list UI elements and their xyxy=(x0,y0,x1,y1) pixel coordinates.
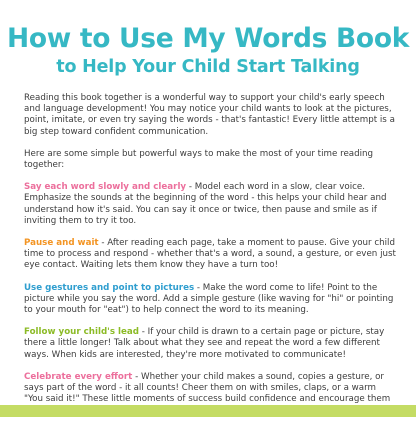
lead-in-paragraph: Here are some simple but powerful ways to make the most of your time reading together: xyxy=(24,148,374,171)
tip-paragraph xyxy=(24,238,396,272)
tip-text: - Model each word in a slow, clear voice. Emphasize the sounds at the beginning of the word - this helps your child hear and understand how it's said. You can say it once or twice, then pause and smile as if inviting them to try it too. xyxy=(24,182,387,226)
tip-text: - If your child is drawn to a certain page or picture, stay there a little longer! Talk about what they see and repeat the word a few different ways. When kids are interested, they're more motivated to communicate! xyxy=(24,327,385,360)
tip-text: - Whether your child makes a sound, copies a gesture, or says part of the word - it all counts! Cheer them on with smiles, claps, or a warm "You said it!" These little moments of success build confidence and encourage them xyxy=(24,371,391,405)
tip-text: - Make the word come to life! Point to the picture while you say the word. Add a simple gesture (like waving for "hi" or pointing to your mouth for "eat") to help connect the word to its meaning. xyxy=(24,282,394,316)
tip-paragraph xyxy=(24,182,396,227)
tip-heading: Celebrate every effort xyxy=(24,371,133,382)
tip-heading: Say each word slowly and clearly xyxy=(24,182,187,193)
page-subtitle: to Help Your Child Start Talking xyxy=(56,57,360,77)
tip-text: - After reading each page, take a moment to pause. Give your child time to process and respond - whether that's a word, a sound, a gesture, or even just eye contact. Waiting lets them know they have a turn too! xyxy=(24,238,396,271)
tip-heading: Use gestures and point to pictures xyxy=(24,282,195,293)
footer-bar xyxy=(0,405,416,417)
tip-paragraph xyxy=(24,283,396,317)
page-title: How to Use My Words Book xyxy=(6,23,410,54)
tip-heading: Follow your child's lead xyxy=(24,327,139,338)
tip-paragraph xyxy=(24,327,396,361)
intro-paragraph: Reading this book together is a wonderful way to support your child's early speech and language development! You may notice your child wants to look at the pictures, point, imitate, or even try saying the words - that's fantastic! Every little attempt is a big step toward confident communication. xyxy=(24,93,395,137)
tip-heading: Pause and wait xyxy=(24,238,99,249)
body-text xyxy=(24,93,396,428)
